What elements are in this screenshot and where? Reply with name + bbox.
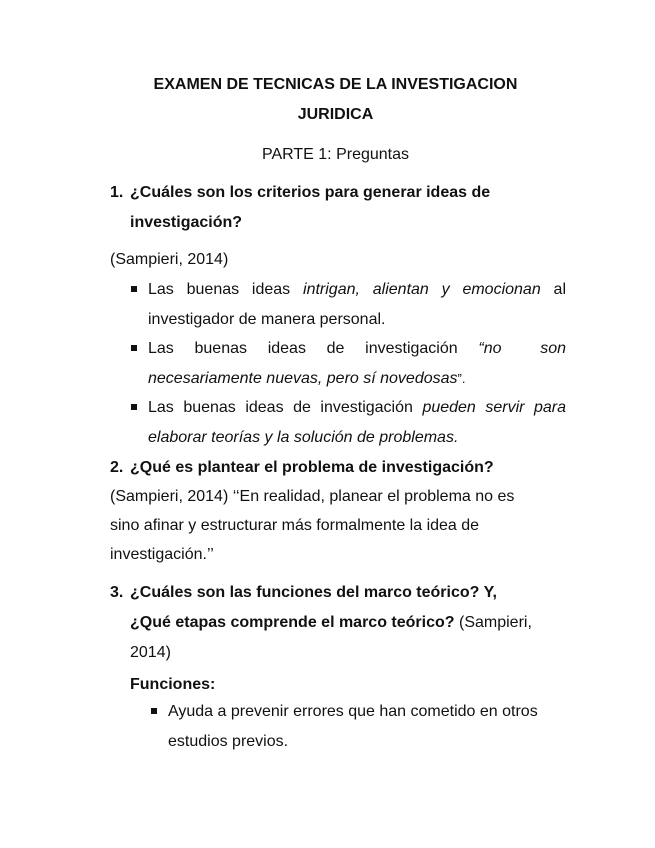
question-2-text: ¿Qué es plantear el problema de investigación? xyxy=(130,459,494,476)
q1-citation: (Sampieri, 2014) xyxy=(110,251,229,268)
q1-b3-emphasis1: pueden servir para xyxy=(422,399,566,416)
q1-bullet-1 xyxy=(130,275,566,334)
q1-b3-pre: Las buenas ideas de investigación xyxy=(148,399,423,416)
q3-bullet-list xyxy=(150,697,566,756)
q1-b1-line2: investigador de manera personal. xyxy=(148,310,386,328)
question-3-number: 3. xyxy=(110,584,124,601)
q2-answer-line3: investigación.’’ xyxy=(110,546,214,563)
q2-answer-line2: sino afinar y estructurar más formalmente la idea de xyxy=(110,517,480,534)
q3-b1-line1: Ayuda a prevenir errores que han cometido en otros xyxy=(168,703,538,720)
question-2-number: 2. xyxy=(110,459,124,476)
question-3 xyxy=(110,578,570,700)
section-subtitle: PARTE 1: Preguntas xyxy=(261,146,410,163)
q1-b2-post: ”. xyxy=(457,370,466,386)
question-3-citation-year: 2014) xyxy=(130,644,171,661)
q2-answer-line1: (Sampieri, 2014) ‘‘En realidad, planear el problema no es xyxy=(110,488,515,505)
q1-b2-emphasis2: necesariamente nuevas, pero sí novedosas xyxy=(148,369,458,387)
question-1 xyxy=(110,178,560,238)
question-3-citation: (Sampieri, xyxy=(454,614,532,631)
q1-b1-post: al xyxy=(540,281,567,298)
question-1-text-line1: ¿Cuáles son los criterios para generar ideas de xyxy=(130,184,491,201)
q1-b1-pre: Las buenas ideas xyxy=(148,281,304,298)
q1-b3-emphasis2: elaborar teorías y la solución de problemas. xyxy=(148,428,459,446)
question-1-text-line2: investigación? xyxy=(130,214,243,231)
document-title-line1: EXAMEN DE TECNICAS DE LA INVESTIGACION xyxy=(153,76,518,93)
funciones-label: Funciones: xyxy=(130,676,216,693)
question-3-text-line1: ¿Cuáles son las funciones del marco teórico? Y, xyxy=(130,584,497,601)
q1-b2-emphasis1: “no son xyxy=(478,340,567,357)
question-1-number: 1. xyxy=(110,184,124,201)
q3-b1-line2: estudios previos. xyxy=(168,732,289,750)
q1-bullet-2 xyxy=(130,334,566,393)
q1-b2-pre: Las buenas ideas de investigación xyxy=(148,340,479,357)
q1-bullet-3 xyxy=(130,393,566,452)
q1-b1-emphasis: intrigan, alientan y emocionan xyxy=(303,281,541,298)
question-1-line1 xyxy=(110,178,560,208)
q3-bullet-1 xyxy=(150,697,566,756)
question-3-text-line2: ¿Qué etapas comprende el marco teórico? xyxy=(130,614,455,631)
q2-answer xyxy=(110,482,566,569)
question-2 xyxy=(110,453,566,483)
q1-bullet-list xyxy=(130,275,566,452)
document-title-line2: JURIDICA xyxy=(297,106,374,123)
